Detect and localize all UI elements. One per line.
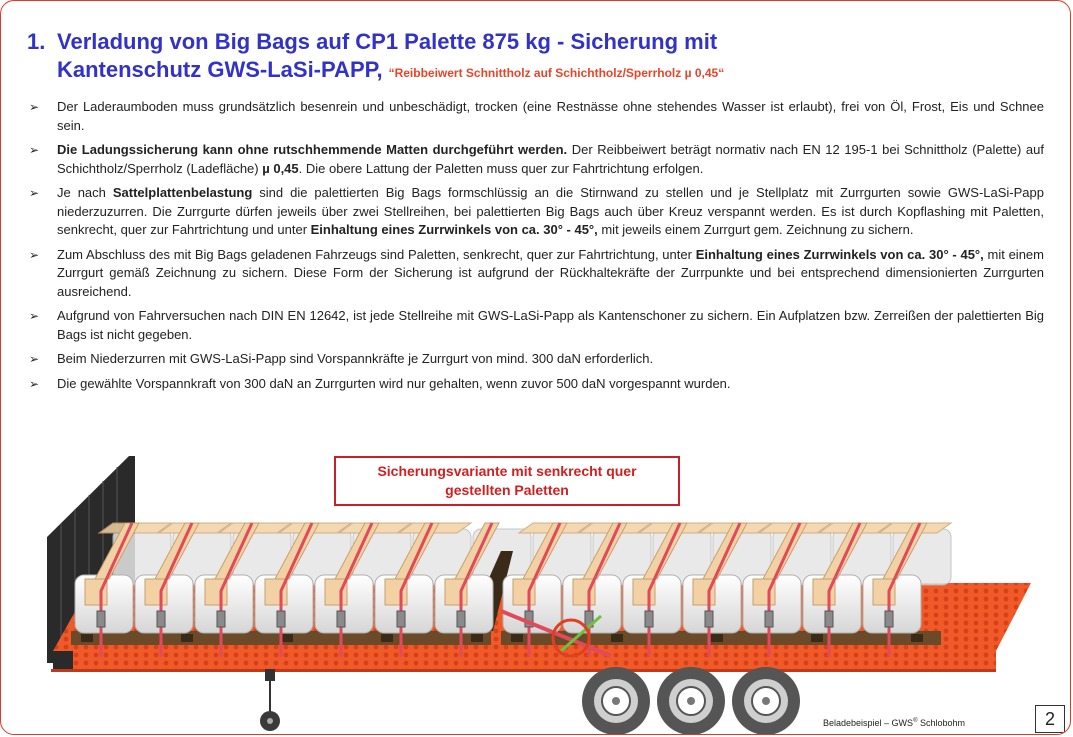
bullet-text: . Die obere Lattung der Paletten muss quer zur Fahrtrichtung erfolgen. (298, 160, 704, 176)
bullet-text: Zum Abschluss des mit Big Bags geladenen Fahrzeugs sind Paletten, senkrecht, quer zur Fahrtrichtung, unter (57, 246, 696, 262)
bullet-bold-text: Die Ladungssicherung kann ohne rutschhemmende Matten durchgeführt werden. (57, 142, 568, 157)
bullet-list (29, 98, 1044, 399)
bullet-item (29, 141, 1044, 178)
bullet-bold-text: Einhaltung eines Zurrwinkels von ca. 30° - 45°, (310, 222, 598, 237)
bullet-arrow-icon: ➢ (29, 100, 40, 114)
page-number: 2 (1035, 705, 1065, 733)
footer-text: Beladebeispiel – GWS (823, 718, 914, 728)
page-title (27, 28, 724, 87)
bullet-text: mit einem Zurrgurt gemäß Zeichnung zu sichern. Diese Form der Sicherung ist aufgrund der Rückhaltekräfte der Zurrpunkte und bei entsprechend dimensionierten Zurrgurten ausreichend. (57, 246, 1044, 299)
trailer-wheels (582, 667, 800, 735)
bullet-arrow-icon: ➢ (29, 186, 40, 200)
bullet-bold-text: Einhaltung eines Zurrwinkels von ca. 30° - 45°, (695, 246, 984, 262)
bullet-item (29, 375, 1044, 394)
bullet-arrow-icon: ➢ (29, 143, 40, 157)
bullet-text: Beim Niederzurren mit GWS-LaSi-Papp sind Vorspannkräfte je Zurrgurt von mind. 300 daN erforderlich. (57, 351, 654, 366)
bullet-text: Der Reibbeiwert beträgt normativ nach EN 12 195-1 bei Schnittholz (Palette) auf Schichtholz/Sperrholz (Ladefläche) (57, 142, 1044, 176)
bullet-text: Je nach (57, 185, 113, 200)
footer-credit (823, 718, 965, 728)
bullet-text: Aufgrund von Fahrversuchen nach DIN EN 12642, ist jede Stellreihe mit GWS-LaSi-Papp als Kantenschoner zu sichern. Ein Aufplatzen bzw. Zerreißen der palettierten Big Bags ist nicht gegeben. (57, 308, 1044, 342)
variant-callout (334, 456, 680, 506)
title-line-1: Verladung von Big Bags auf CP1 Palette 875 kg - Sicherung mit (57, 29, 718, 54)
bullet-item (29, 98, 1044, 135)
callout-line-2: gestellten Paletten (445, 482, 569, 498)
bullet-text: Die gewählte Vorspannkraft von 300 daN an Zurrgurten wird nur gehalten, wenn zuvor 500 daN vorgespannt wurden. (57, 375, 731, 391)
bullet-item (29, 350, 1044, 369)
bullet-item (29, 184, 1044, 240)
bullet-arrow-icon: ➢ (29, 376, 40, 391)
footer-registered-mark: ® (913, 718, 918, 724)
bullet-text: mit jeweils einem Zurrgurt gem. Zeichnung zu sichern. (597, 222, 914, 237)
bullet-text: Der Laderaumboden muss grundsätzlich besenrein und unbeschädigt, trocken (eine Restnässe ohne stehendes Wasser ist erlaubt), frei von Öl, Frost, Eis und Schnee sein. (57, 99, 1044, 133)
bullet-bold-text: Sattelplattenbelastung (112, 185, 253, 200)
callout-line-1: Sicherungsvariante mit senkrecht quer (377, 463, 637, 479)
bullet-text: sind die palettierten Big Bags formschlüssig an die Stirnwand zu stellen und je Stellplatz mit Zurrgurten sowie GWS-LaSi-Papp niederzuzurren. Die Zurrgurte dürfen jeweils über zwei Stellreihen, bei palettierten Big Bags auch über Kreuz verspannt werden. Es ist durch Kopflashing mit Paletten, senkrecht, quer zur Fahrtrichtung und unter (57, 185, 1044, 237)
title-subnote: “Reibbeiwert Schnittholz auf Schichtholz/Sperrholz µ 0,45“ (388, 66, 725, 80)
bullet-bold-text: µ 0,45 (262, 160, 299, 176)
bullet-arrow-icon: ➢ (29, 309, 40, 323)
title-line-2: Kantenschutz GWS-LaSi-PAPP, (57, 57, 383, 82)
bullet-arrow-icon: ➢ (29, 247, 40, 262)
title-number: 1. (27, 29, 46, 54)
footer-text-rest: Schlobohm (917, 718, 966, 728)
landing-gear (260, 669, 280, 731)
bullet-item (29, 246, 1044, 302)
bullet-item (29, 307, 1044, 344)
bullet-arrow-icon: ➢ (29, 352, 40, 366)
